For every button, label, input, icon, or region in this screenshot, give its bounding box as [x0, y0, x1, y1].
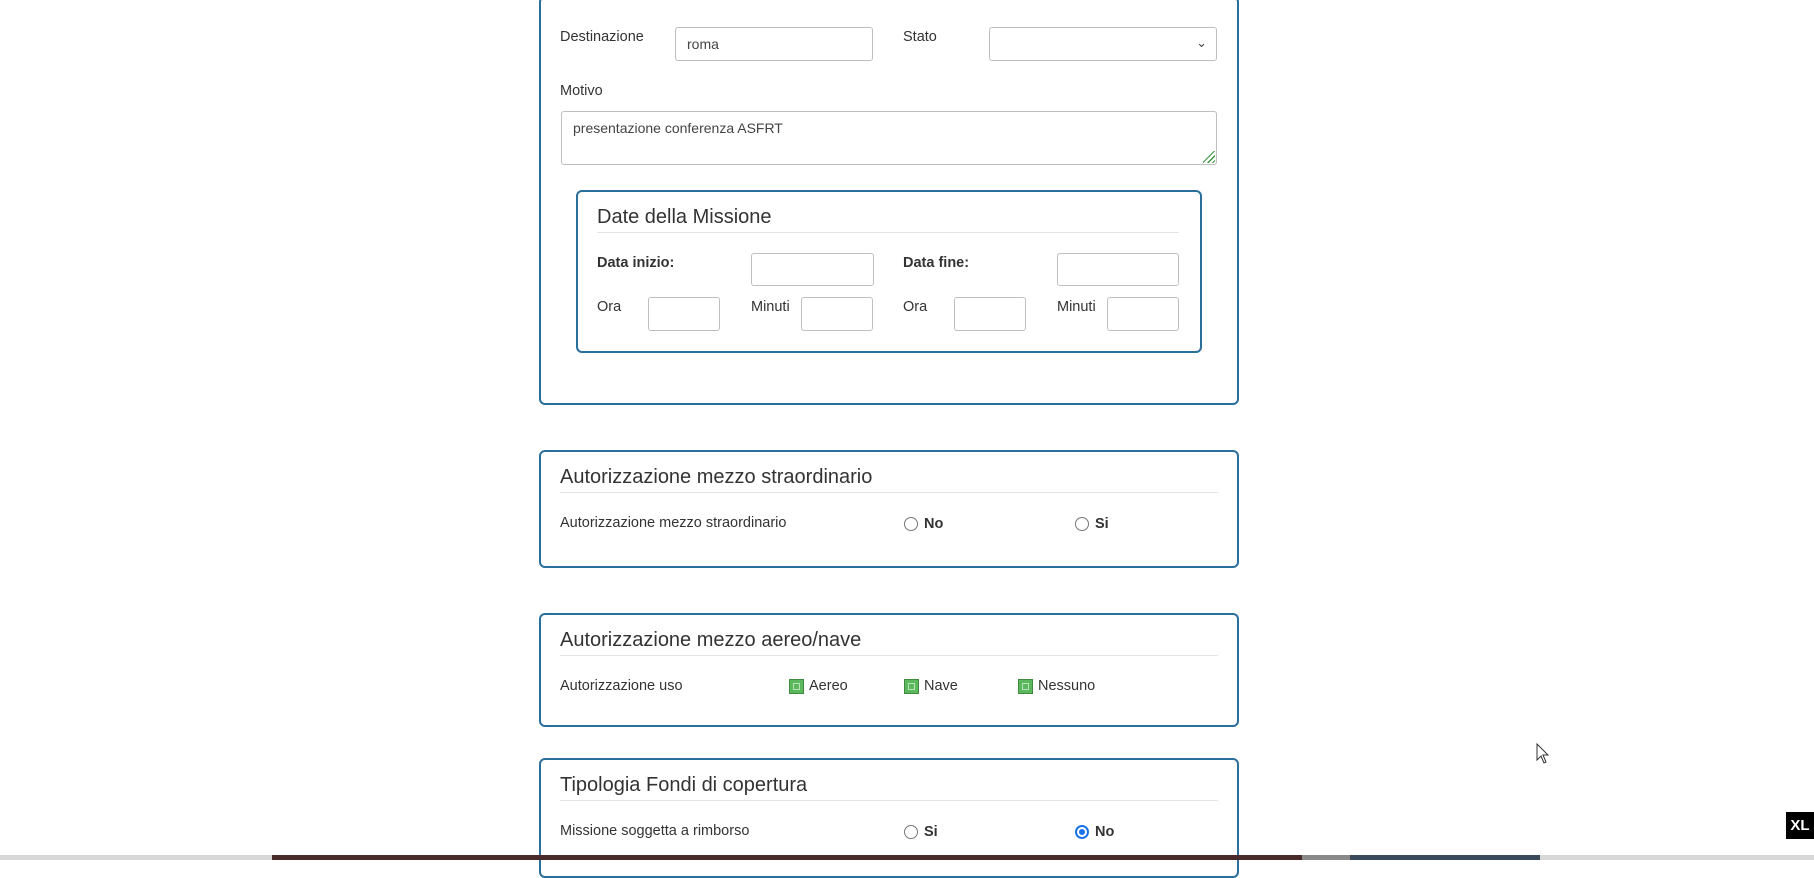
chevron-down-icon: ⌄ — [1196, 35, 1207, 50]
extraordinary-no-radio[interactable] — [904, 517, 918, 531]
end-minutes-label: Minuti — [1057, 299, 1096, 315]
air-sea-vehicle-divider — [560, 655, 1218, 656]
state-select[interactable] — [989, 27, 1217, 61]
mission-dates-legend: Date della Missione — [597, 206, 772, 228]
reason-label: Motivo — [560, 83, 603, 99]
state-label: Stato — [903, 29, 937, 45]
start-minutes-label: Minuti — [751, 299, 790, 315]
viewport-size-badge: XL — [1786, 812, 1814, 839]
end-hour-label: Ora — [903, 299, 928, 315]
air-sea-usage-label: Autorizzazione uso — [560, 678, 683, 694]
reimbursement-yes-label[interactable]: Si — [924, 824, 938, 840]
taskbar-segment — [272, 855, 1302, 860]
bottom-taskbar-strip — [0, 855, 1814, 860]
start-date-label: Data inizio: — [597, 255, 675, 271]
air-checkbox[interactable] — [789, 679, 804, 694]
end-date-label: Data fine: — [903, 255, 970, 271]
ship-checkbox[interactable] — [904, 679, 919, 694]
ship-option-label[interactable]: Nave — [924, 678, 958, 694]
resize-handle-icon[interactable] — [1203, 151, 1215, 163]
reimbursement-yes-radio[interactable] — [904, 825, 918, 839]
funding-type-divider — [560, 800, 1218, 801]
reimbursement-no-label[interactable]: No — [1095, 824, 1115, 840]
start-date-input[interactable] — [751, 253, 874, 286]
air-option-label[interactable]: Aereo — [809, 678, 848, 694]
taskbar-segment — [1350, 855, 1540, 860]
none-checkbox[interactable] — [1018, 679, 1033, 694]
end-hour-input[interactable] — [954, 297, 1026, 331]
destination-label: Destinazione — [560, 29, 644, 45]
end-minutes-input[interactable] — [1107, 297, 1179, 331]
extraordinary-vehicle-label: Autorizzazione mezzo straordinario — [560, 515, 787, 531]
mouse-pointer-icon — [1536, 743, 1550, 765]
reimbursement-label: Missione soggetta a rimborso — [560, 823, 750, 839]
extraordinary-yes-label[interactable]: Si — [1095, 516, 1109, 532]
extraordinary-vehicle-divider — [560, 492, 1218, 493]
reason-textarea[interactable] — [561, 111, 1217, 165]
taskbar-segment — [1302, 855, 1350, 860]
end-date-input[interactable] — [1057, 253, 1179, 286]
funding-type-legend: Tipologia Fondi di copertura — [560, 774, 808, 796]
start-hour-input[interactable] — [648, 297, 720, 331]
extraordinary-vehicle-legend: Autorizzazione mezzo straordinario — [560, 466, 873, 488]
destination-input[interactable] — [675, 27, 873, 61]
extraordinary-yes-radio[interactable] — [1075, 517, 1089, 531]
start-hour-label: Ora — [597, 299, 622, 315]
reason-textarea-wrapper — [561, 111, 1217, 165]
extraordinary-no-label[interactable]: No — [924, 516, 944, 532]
start-minutes-input[interactable] — [801, 297, 873, 331]
none-option-label[interactable]: Nessuno — [1038, 678, 1096, 694]
reimbursement-no-radio[interactable] — [1075, 825, 1089, 839]
mission-dates-divider — [597, 232, 1179, 233]
air-sea-vehicle-legend: Autorizzazione mezzo aereo/nave — [560, 629, 862, 651]
